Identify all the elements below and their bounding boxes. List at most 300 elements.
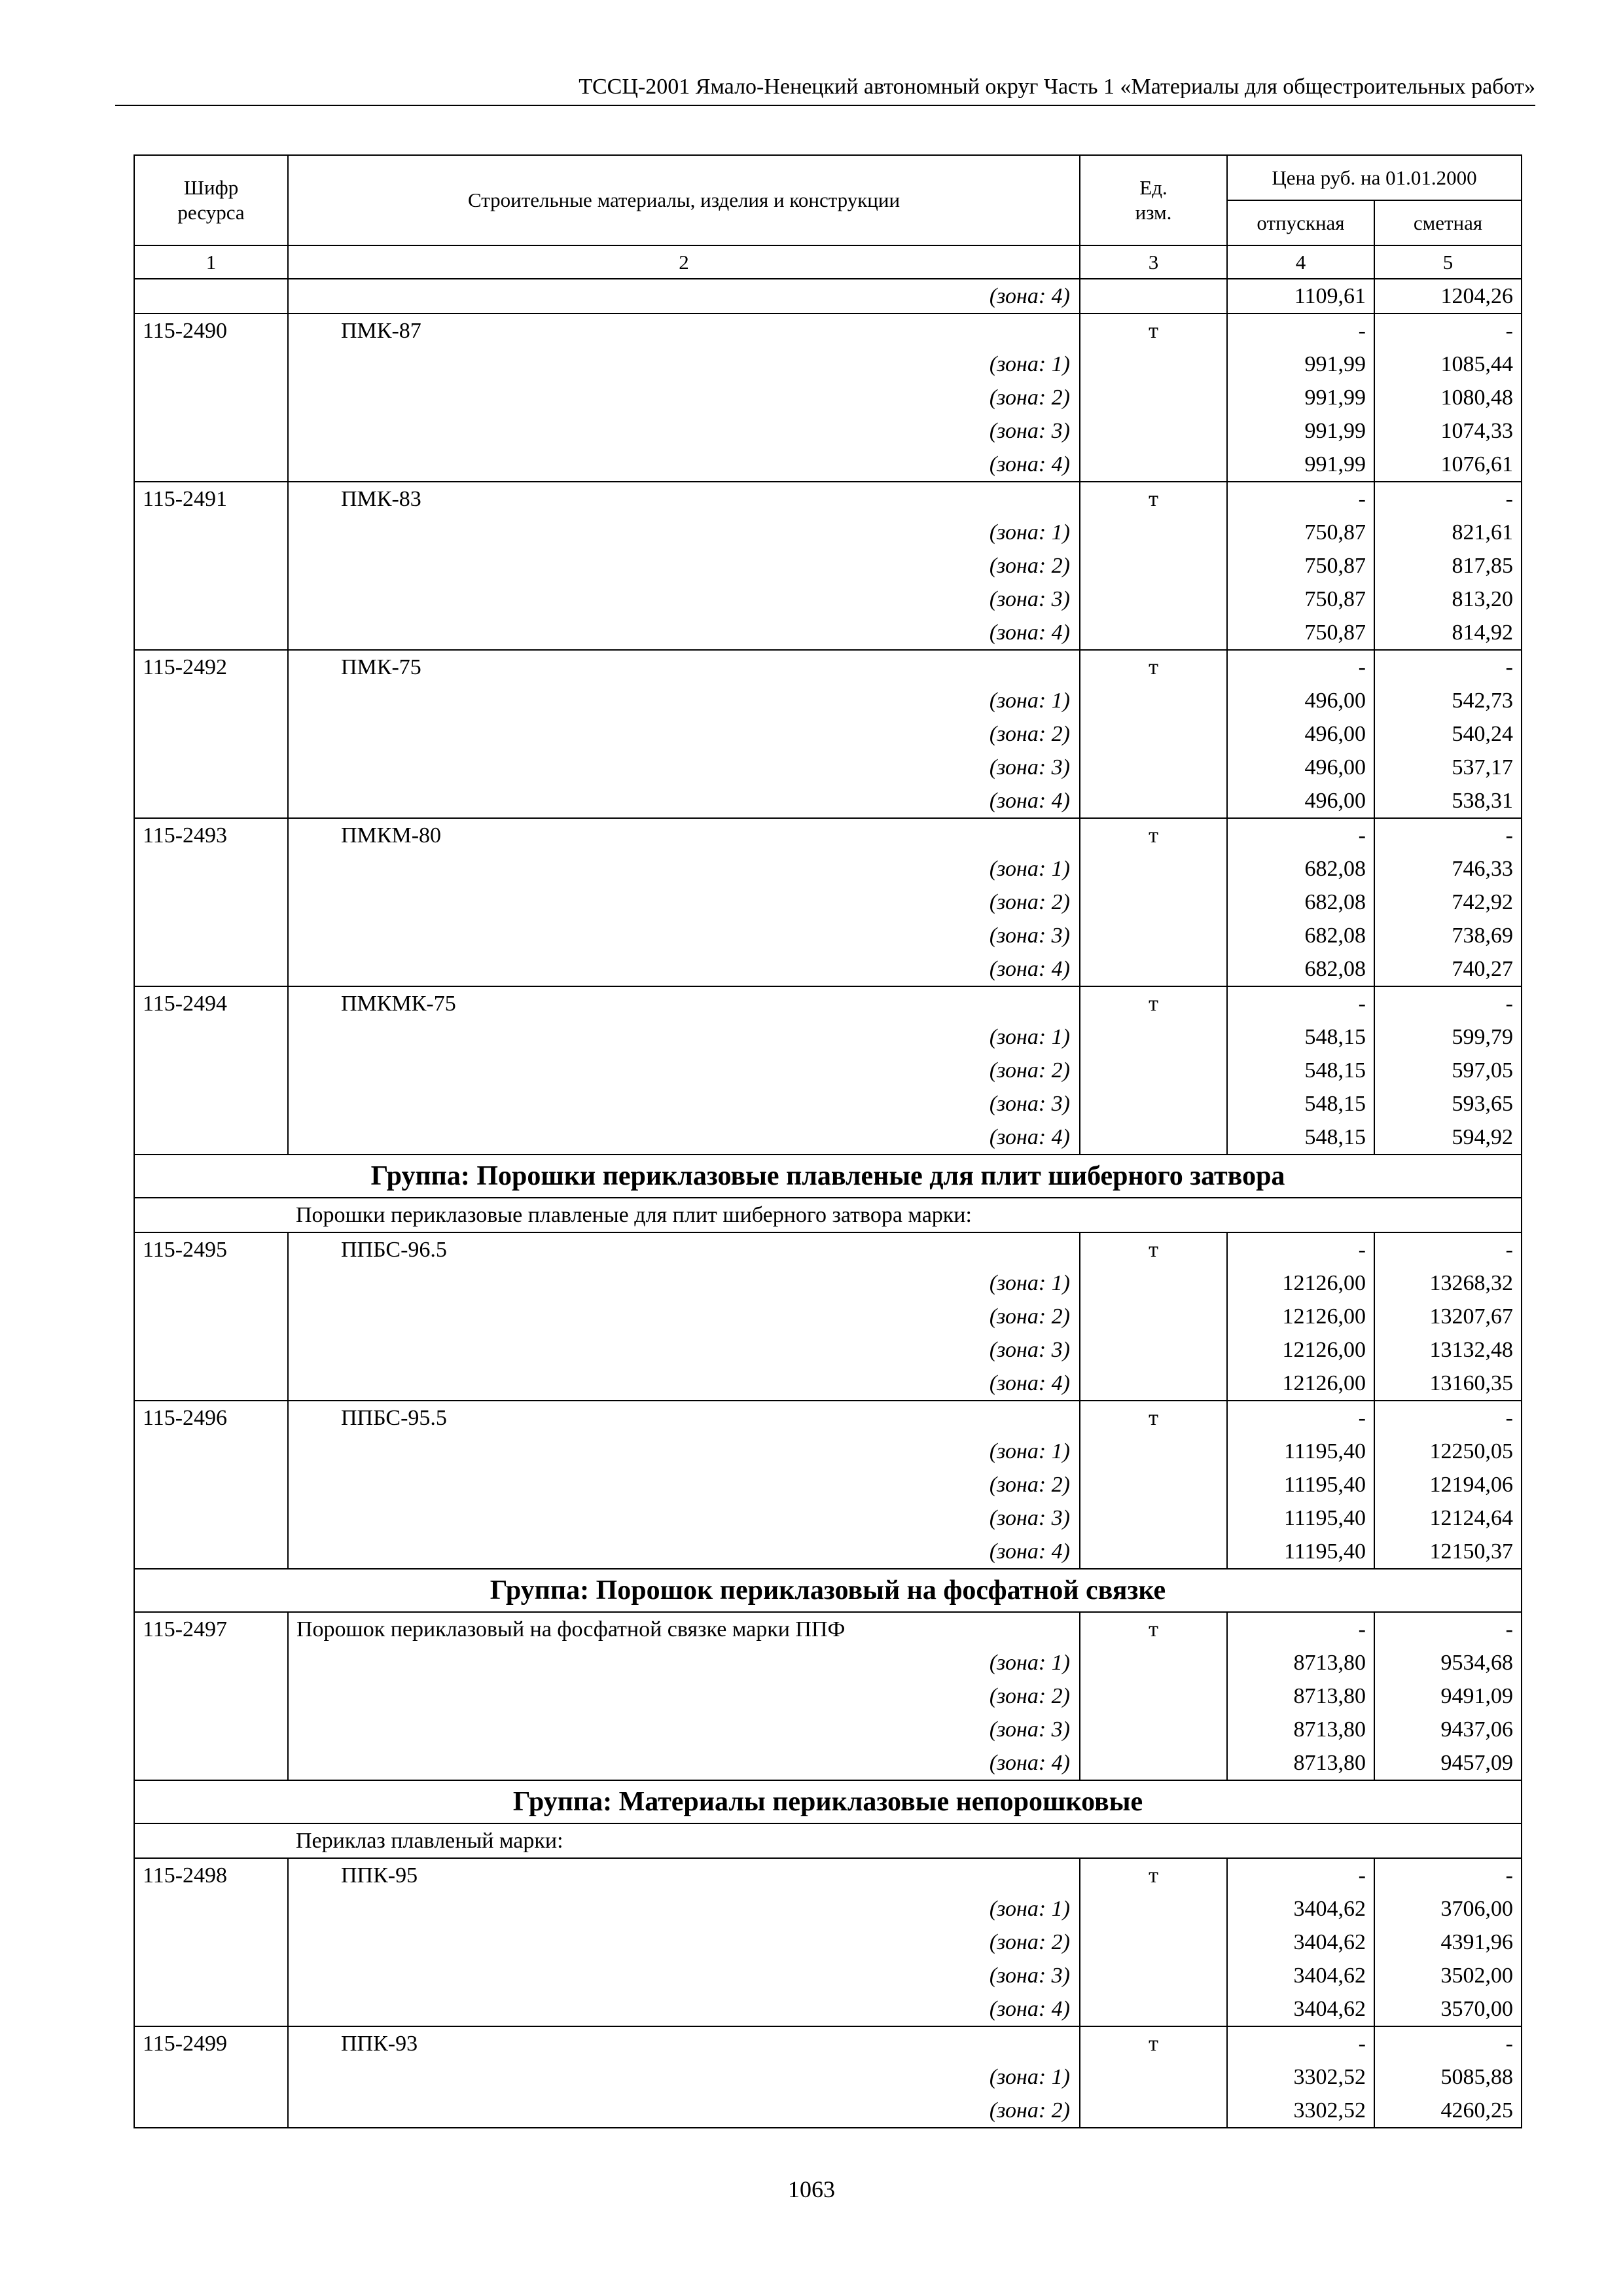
release-price: 682,08 xyxy=(1227,919,1374,952)
estimate-price: 538,31 xyxy=(1374,784,1522,818)
column-number: 3 xyxy=(1080,245,1227,279)
zone-row xyxy=(134,616,1522,650)
release-price: 750,87 xyxy=(1227,516,1374,549)
estimate-price: 814,92 xyxy=(1374,616,1522,650)
unit xyxy=(1080,1054,1227,1087)
material-name: ППК-95 xyxy=(288,1858,1080,1892)
zone-label: (зона: 1) xyxy=(288,1435,1080,1468)
price-group-header: Цена руб. на 01.01.2000 xyxy=(1227,155,1522,200)
zone-row xyxy=(134,684,1522,717)
zone-row xyxy=(134,1087,1522,1121)
resource-code xyxy=(134,448,288,482)
release-price: - xyxy=(1227,482,1374,516)
subheading-row xyxy=(134,1198,1522,1232)
unit xyxy=(1080,1501,1227,1535)
resource-code xyxy=(134,2060,288,2094)
material-name: ПМКМ-80 xyxy=(288,818,1080,852)
release-price: 548,15 xyxy=(1227,1087,1374,1121)
resource-code xyxy=(134,1892,288,1926)
unit: т xyxy=(1080,482,1227,516)
release-price: 496,00 xyxy=(1227,751,1374,784)
release-price: 11195,40 xyxy=(1227,1435,1374,1468)
estimate-price: 13207,67 xyxy=(1374,1300,1522,1333)
zone-row xyxy=(134,1333,1522,1367)
release-price: - xyxy=(1227,986,1374,1020)
resource-code xyxy=(134,381,288,414)
subheading: Периклаз плавленый марки: xyxy=(134,1823,1522,1858)
resource-code xyxy=(134,886,288,919)
resource-code xyxy=(134,1959,288,1992)
table-body xyxy=(134,279,1522,2128)
zone-row xyxy=(134,516,1522,549)
resource-code xyxy=(134,852,288,886)
estimate-price: 537,17 xyxy=(1374,751,1522,784)
material-name: ПМКМК-75 xyxy=(288,986,1080,1020)
estimate-price: - xyxy=(1374,314,1522,348)
release-price: 12126,00 xyxy=(1227,1333,1374,1367)
unit: т xyxy=(1080,2026,1227,2060)
resource-code xyxy=(134,1020,288,1054)
group-heading-row xyxy=(134,1569,1522,1612)
group-heading-row xyxy=(134,1780,1522,1823)
release-price: 750,87 xyxy=(1227,616,1374,650)
material-name: ППК-93 xyxy=(288,2026,1080,2060)
header-rule xyxy=(115,105,1535,106)
zone-label: (зона: 2) xyxy=(288,1300,1080,1333)
resource-code: 115-2494 xyxy=(134,986,288,1020)
unit: т xyxy=(1080,1401,1227,1435)
release-price: 548,15 xyxy=(1227,1121,1374,1155)
code-column-header: Шифр ресурса xyxy=(134,155,288,245)
release-price-header: отпускная xyxy=(1227,200,1374,245)
resource-code xyxy=(134,1646,288,1679)
zone-row xyxy=(134,952,1522,986)
estimate-price: 12194,06 xyxy=(1374,1468,1522,1501)
resource-code xyxy=(134,1087,288,1121)
resource-code: 115-2492 xyxy=(134,650,288,684)
zone-row xyxy=(134,1300,1522,1333)
resource-code xyxy=(134,516,288,549)
estimate-price: - xyxy=(1374,1612,1522,1646)
release-price: - xyxy=(1227,1401,1374,1435)
release-price: - xyxy=(1227,1858,1374,1892)
unit xyxy=(1080,1020,1227,1054)
estimate-price: - xyxy=(1374,986,1522,1020)
zone-label: (зона: 3) xyxy=(288,414,1080,448)
material-name: ПМК-87 xyxy=(288,314,1080,348)
unit xyxy=(1080,1992,1227,2026)
estimate-price: 1076,61 xyxy=(1374,448,1522,482)
estimate-price: 12150,37 xyxy=(1374,1535,1522,1569)
zone-label: (зона: 4) xyxy=(288,952,1080,986)
zone-row xyxy=(134,1121,1522,1155)
zone-row xyxy=(134,381,1522,414)
zone-row xyxy=(134,1367,1522,1401)
zone-label: (зона: 4) xyxy=(288,616,1080,650)
estimate-price: 746,33 xyxy=(1374,852,1522,886)
material-name: ППБС-95.5 xyxy=(288,1401,1080,1435)
release-price: - xyxy=(1227,650,1374,684)
zone-row xyxy=(134,886,1522,919)
release-price: 682,08 xyxy=(1227,852,1374,886)
zone-label: (зона: 2) xyxy=(288,549,1080,583)
resource-code: 115-2490 xyxy=(134,314,288,348)
name-column-header: Строительные материалы, изделия и конструкции xyxy=(288,155,1080,245)
resource-code: 115-2497 xyxy=(134,1612,288,1646)
resource-code xyxy=(134,348,288,381)
material-row xyxy=(134,482,1522,516)
zone-label: (зона: 1) xyxy=(288,1266,1080,1300)
release-price: 3404,62 xyxy=(1227,1959,1374,1992)
zone-label: (зона: 2) xyxy=(288,1926,1080,1959)
release-price: - xyxy=(1227,1612,1374,1646)
release-price: 3302,52 xyxy=(1227,2094,1374,2128)
estimate-price: 593,65 xyxy=(1374,1087,1522,1121)
material-name: Порошок периклазовый на фосфатной связке марки ППФ xyxy=(288,1612,1080,1646)
zone-row xyxy=(134,1535,1522,1569)
zone-label: (зона: 4) xyxy=(288,1121,1080,1155)
unit xyxy=(1080,886,1227,919)
estimate-price: 13132,48 xyxy=(1374,1333,1522,1367)
estimate-price: 9437,06 xyxy=(1374,1713,1522,1746)
zone-row xyxy=(134,1926,1522,1959)
estimate-price: - xyxy=(1374,1401,1522,1435)
resource-code: 115-2499 xyxy=(134,2026,288,2060)
material-name: ППБС-96.5 xyxy=(288,1232,1080,1266)
unit xyxy=(1080,1679,1227,1713)
material-row xyxy=(134,1612,1522,1646)
group-heading: Группа: Порошок периклазовый на фосфатной связке xyxy=(134,1569,1522,1612)
unit: т xyxy=(1080,986,1227,1020)
estimate-price: - xyxy=(1374,818,1522,852)
resource-code xyxy=(134,1992,288,2026)
resource-code xyxy=(134,583,288,616)
zone-label: (зона: 3) xyxy=(288,919,1080,952)
resource-code xyxy=(134,784,288,818)
unit xyxy=(1080,381,1227,414)
estimate-price: 1074,33 xyxy=(1374,414,1522,448)
unit xyxy=(1080,1435,1227,1468)
resource-code xyxy=(134,684,288,717)
release-price: 496,00 xyxy=(1227,784,1374,818)
estimate-price: 540,24 xyxy=(1374,717,1522,751)
zone-row xyxy=(134,751,1522,784)
zone-row xyxy=(134,1992,1522,2026)
zone-label: (зона: 2) xyxy=(288,381,1080,414)
zone-label: (зона: 4) xyxy=(288,784,1080,818)
zone-label: (зона: 3) xyxy=(288,1087,1080,1121)
release-price: 3404,62 xyxy=(1227,1892,1374,1926)
estimate-price: - xyxy=(1374,2026,1522,2060)
resource-code: 115-2491 xyxy=(134,482,288,516)
zone-row xyxy=(134,414,1522,448)
subheading-row xyxy=(134,1823,1522,1858)
release-price: 548,15 xyxy=(1227,1020,1374,1054)
zone-row xyxy=(134,279,1522,314)
unit: т xyxy=(1080,314,1227,348)
zone-row xyxy=(134,919,1522,952)
release-price: 991,99 xyxy=(1227,348,1374,381)
unit-column-header: Ед. изм. xyxy=(1080,155,1227,245)
estimate-price: 542,73 xyxy=(1374,684,1522,717)
resource-code xyxy=(134,1535,288,1569)
resource-code xyxy=(134,616,288,650)
release-price: 8713,80 xyxy=(1227,1646,1374,1679)
column-number-row xyxy=(134,245,1522,279)
unit xyxy=(1080,1892,1227,1926)
unit xyxy=(1080,1333,1227,1367)
zone-row xyxy=(134,717,1522,751)
estimate-price: 599,79 xyxy=(1374,1020,1522,1054)
zone-label: (зона: 4) xyxy=(288,1992,1080,2026)
resource-code xyxy=(134,279,288,314)
unit xyxy=(1080,784,1227,818)
unit xyxy=(1080,279,1227,314)
release-price: 3302,52 xyxy=(1227,2060,1374,2094)
unit xyxy=(1080,549,1227,583)
zone-label: (зона: 2) xyxy=(288,2094,1080,2128)
zone-label: (зона: 4) xyxy=(288,1367,1080,1401)
zone-row xyxy=(134,1679,1522,1713)
material-name: ПМК-75 xyxy=(288,650,1080,684)
unit xyxy=(1080,952,1227,986)
resource-code xyxy=(134,919,288,952)
resource-code xyxy=(134,1435,288,1468)
group-heading-row xyxy=(134,1155,1522,1198)
release-price: 11195,40 xyxy=(1227,1468,1374,1501)
release-price: 8713,80 xyxy=(1227,1679,1374,1713)
unit xyxy=(1080,1121,1227,1155)
zone-label: (зона: 3) xyxy=(288,1959,1080,1992)
estimate-price: 742,92 xyxy=(1374,886,1522,919)
zone-row xyxy=(134,549,1522,583)
zone-label: (зона: 4) xyxy=(288,279,1080,314)
release-price: 12126,00 xyxy=(1227,1367,1374,1401)
unit xyxy=(1080,2094,1227,2128)
estimate-price: 9457,09 xyxy=(1374,1746,1522,1780)
resource-code: 115-2495 xyxy=(134,1232,288,1266)
zone-row xyxy=(134,1713,1522,1746)
zone-label: (зона: 2) xyxy=(288,886,1080,919)
zone-row xyxy=(134,784,1522,818)
resource-code xyxy=(134,1300,288,1333)
release-price: 496,00 xyxy=(1227,684,1374,717)
zone-row xyxy=(134,1468,1522,1501)
estimate-price: 3706,00 xyxy=(1374,1892,1522,1926)
release-price: 11195,40 xyxy=(1227,1501,1374,1535)
table-header-row xyxy=(134,155,1522,200)
resource-code xyxy=(134,414,288,448)
resource-code xyxy=(134,2094,288,2128)
zone-row xyxy=(134,1501,1522,1535)
zone-label: (зона: 4) xyxy=(288,1746,1080,1780)
release-price: 12126,00 xyxy=(1227,1266,1374,1300)
resource-code xyxy=(134,1121,288,1155)
unit xyxy=(1080,852,1227,886)
zone-label: (зона: 4) xyxy=(288,1535,1080,1569)
release-price: 682,08 xyxy=(1227,952,1374,986)
material-name: ПМК-83 xyxy=(288,482,1080,516)
estimate-price: - xyxy=(1374,650,1522,684)
unit xyxy=(1080,1087,1227,1121)
unit xyxy=(1080,1468,1227,1501)
estimate-price: 3570,00 xyxy=(1374,1992,1522,2026)
release-price: 8713,80 xyxy=(1227,1746,1374,1780)
zone-label: (зона: 1) xyxy=(288,516,1080,549)
unit xyxy=(1080,1926,1227,1959)
release-price: 3404,62 xyxy=(1227,1992,1374,2026)
zone-row xyxy=(134,1435,1522,1468)
material-row xyxy=(134,986,1522,1020)
estimate-price: 13268,32 xyxy=(1374,1266,1522,1300)
unit xyxy=(1080,1746,1227,1780)
unit: т xyxy=(1080,818,1227,852)
running-header: ТССЦ-2001 Ямало-Ненецкий автономный округ Часть 1 «Материалы для общестроительных работ» xyxy=(579,75,1535,99)
zone-label: (зона: 3) xyxy=(288,1713,1080,1746)
material-row xyxy=(134,314,1522,348)
resource-code xyxy=(134,717,288,751)
estimate-price: 1080,48 xyxy=(1374,381,1522,414)
resource-code xyxy=(134,549,288,583)
zone-label: (зона: 2) xyxy=(288,1468,1080,1501)
zone-label: (зона: 3) xyxy=(288,583,1080,616)
release-price: 3404,62 xyxy=(1227,1926,1374,1959)
resource-code: 115-2493 xyxy=(134,818,288,852)
unit xyxy=(1080,1959,1227,1992)
estimate-price: - xyxy=(1374,482,1522,516)
unit xyxy=(1080,1713,1227,1746)
estimate-price: 740,27 xyxy=(1374,952,1522,986)
release-price: 1109,61 xyxy=(1227,279,1374,314)
resource-code xyxy=(134,1746,288,1780)
estimate-price: 13160,35 xyxy=(1374,1367,1522,1401)
resource-code xyxy=(134,1333,288,1367)
zone-row xyxy=(134,852,1522,886)
resource-code xyxy=(134,952,288,986)
zone-row xyxy=(134,2094,1522,2128)
resource-code xyxy=(134,1713,288,1746)
zone-row xyxy=(134,448,1522,482)
estimate-price: - xyxy=(1374,1858,1522,1892)
release-price: - xyxy=(1227,314,1374,348)
column-number: 4 xyxy=(1227,245,1374,279)
column-number: 2 xyxy=(288,245,1080,279)
zone-row xyxy=(134,348,1522,381)
zone-row xyxy=(134,1054,1522,1087)
estimate-price: 9534,68 xyxy=(1374,1646,1522,1679)
resource-code xyxy=(134,1501,288,1535)
release-price: 682,08 xyxy=(1227,886,1374,919)
zone-label: (зона: 4) xyxy=(288,448,1080,482)
zone-row xyxy=(134,1746,1522,1780)
zone-row xyxy=(134,1959,1522,1992)
zone-label: (зона: 1) xyxy=(288,1020,1080,1054)
unit xyxy=(1080,448,1227,482)
unit xyxy=(1080,1367,1227,1401)
resource-code: 115-2496 xyxy=(134,1401,288,1435)
estimate-price-header: сметная xyxy=(1374,200,1522,245)
unit xyxy=(1080,1266,1227,1300)
estimate-price: - xyxy=(1374,1232,1522,1266)
resource-code xyxy=(134,1054,288,1087)
estimate-price: 817,85 xyxy=(1374,549,1522,583)
zone-label: (зона: 2) xyxy=(288,1054,1080,1087)
resource-code xyxy=(134,1266,288,1300)
estimate-price: 813,20 xyxy=(1374,583,1522,616)
zone-label: (зона: 1) xyxy=(288,348,1080,381)
unit xyxy=(1080,1535,1227,1569)
zone-row xyxy=(134,1020,1522,1054)
zone-label: (зона: 1) xyxy=(288,1892,1080,1926)
unit xyxy=(1080,919,1227,952)
zone-label: (зона: 1) xyxy=(288,1646,1080,1679)
zone-label: (зона: 3) xyxy=(288,1501,1080,1535)
zone-label: (зона: 1) xyxy=(288,852,1080,886)
material-row xyxy=(134,1401,1522,1435)
unit xyxy=(1080,2060,1227,2094)
estimate-price: 4391,96 xyxy=(1374,1926,1522,1959)
column-number: 1 xyxy=(134,245,288,279)
estimate-price: 12250,05 xyxy=(1374,1435,1522,1468)
column-number: 5 xyxy=(1374,245,1522,279)
zone-label: (зона: 2) xyxy=(288,717,1080,751)
release-price: 8713,80 xyxy=(1227,1713,1374,1746)
zone-label: (зона: 3) xyxy=(288,751,1080,784)
estimate-price: 821,61 xyxy=(1374,516,1522,549)
group-heading: Группа: Материалы периклазовые непорошковые xyxy=(134,1780,1522,1823)
zone-label: (зона: 1) xyxy=(288,2060,1080,2094)
estimate-price: 1204,26 xyxy=(1374,279,1522,314)
resource-code: 115-2498 xyxy=(134,1858,288,1892)
unit xyxy=(1080,348,1227,381)
unit: т xyxy=(1080,1612,1227,1646)
estimate-price: 738,69 xyxy=(1374,919,1522,952)
unit xyxy=(1080,684,1227,717)
zone-label: (зона: 1) xyxy=(288,684,1080,717)
material-row xyxy=(134,1858,1522,1892)
estimate-price: 5085,88 xyxy=(1374,2060,1522,2094)
resource-code xyxy=(134,1679,288,1713)
release-price: 750,87 xyxy=(1227,549,1374,583)
page-number: 1063 xyxy=(788,2176,835,2202)
release-price: 11195,40 xyxy=(1227,1535,1374,1569)
release-price: 750,87 xyxy=(1227,583,1374,616)
estimate-price: 1085,44 xyxy=(1374,348,1522,381)
unit xyxy=(1080,414,1227,448)
material-row xyxy=(134,650,1522,684)
estimate-price: 3502,00 xyxy=(1374,1959,1522,1992)
unit xyxy=(1080,616,1227,650)
zone-row xyxy=(134,1646,1522,1679)
release-price: - xyxy=(1227,1232,1374,1266)
unit: т xyxy=(1080,650,1227,684)
unit: т xyxy=(1080,1232,1227,1266)
release-price: - xyxy=(1227,818,1374,852)
resource-code xyxy=(134,1468,288,1501)
zone-row xyxy=(134,583,1522,616)
release-price: 991,99 xyxy=(1227,448,1374,482)
resource-code xyxy=(134,1367,288,1401)
zone-label: (зона: 3) xyxy=(288,1333,1080,1367)
resource-code xyxy=(134,751,288,784)
price-table xyxy=(134,154,1522,2128)
unit xyxy=(1080,1646,1227,1679)
unit: т xyxy=(1080,1858,1227,1892)
material-row xyxy=(134,2026,1522,2060)
zone-row xyxy=(134,1892,1522,1926)
unit xyxy=(1080,1300,1227,1333)
estimate-price: 9491,09 xyxy=(1374,1679,1522,1713)
